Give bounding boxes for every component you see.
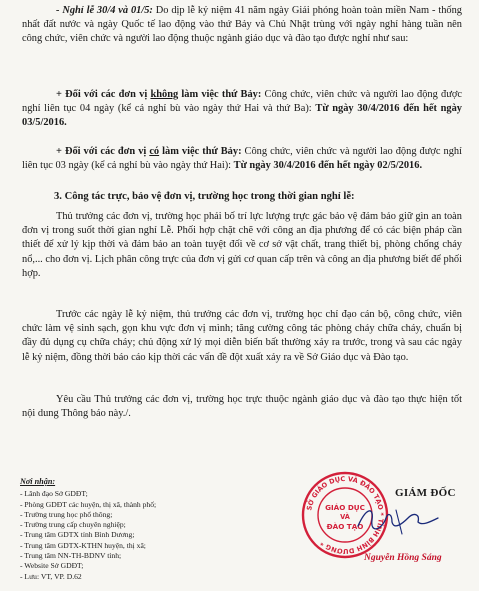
holiday-label: - Nghỉ lễ 30/4 và 01/5: xyxy=(56,5,153,16)
paragraph-before-holiday: Trước các ngày lễ kỷ niệm, thủ trưởng các đơn vị, trường học chỉ đạo cán bộ, công chức, viên chức làm vệ sinh sạch, gọn khu vực đơn vị mình; tăng cường công tác phòng cháy chữa cháy, chuẩn bị đầy đủ dụng cụ chữa cháy; chủ động xử lý mọi diễn biến bất thường xảy ra trước, trong và sau các ngày lễ kỷ niệm, đồng thời báo cáo kịp thời các vấn đề đột xuất xảy ra về Sở Giáo dục và Đào tạo. xyxy=(22,309,462,363)
paragraph-saturday xyxy=(22,145,462,173)
recipient-item: - Lãnh đạo Sở GDĐT; xyxy=(20,489,88,499)
saturday-keyword: có xyxy=(149,146,160,157)
no-saturday-dates: Từ ngày 30/4/2016 đến hết ngày 03/5/2016. xyxy=(22,103,462,129)
stamp-inner-line1: GIÁO DỤC xyxy=(325,503,365,512)
holiday-intro-text: Do dịp lễ kỷ niệm 41 năm ngày Giải phóng hoàn toàn miền Nam - thống nhất đất nước và ngày Quốc tế lao động vào thứ Bảy và Chủ Nhật trùng với ngày nghỉ hàng tuần nên công chức, viên chức và người lao động thuộc ngành giáo dục và đào tạo được nghỉ như sau: xyxy=(22,5,462,45)
saturday-lead: + Đối với các đơn vị xyxy=(56,146,150,157)
paragraph-request: Yêu cầu Thủ trưởng các đơn vị, trường học trực thuộc ngành giáo dục và đào tạo thực hiện tốt nội dung Thông báo này./. xyxy=(22,394,462,420)
no-saturday-keyword: không xyxy=(150,89,179,100)
handwritten-signature xyxy=(352,500,442,540)
recipient-item: - Phòng GDĐT các huyện, thị xã, thành phố; xyxy=(20,499,157,509)
signer-name: Nguyễn Hồng Sáng xyxy=(364,553,442,563)
paragraph-holiday-intro xyxy=(22,4,462,47)
saturday-lead-end: làm việc thứ Bảy: xyxy=(159,146,242,157)
recipient-item: - Trung tâm GDTX-KTHN huyện, thị xã; xyxy=(20,540,146,550)
no-saturday-lead-end: làm việc thứ Bảy: xyxy=(178,89,262,100)
recipients-block xyxy=(20,477,240,582)
no-saturday-lead: + Đối với các đơn vị xyxy=(56,89,151,100)
recipient-item: - Trung tâm GDTX tỉnh Bình Dương; xyxy=(20,530,135,540)
stamp-ring-text: SỞ GIÁO DỤC VÀ ĐÀO TẠO * TỈNH BÌNH DƯƠNG * xyxy=(305,474,386,556)
paragraph-no-saturday xyxy=(22,88,462,131)
signer-title: GIÁM ĐỐC xyxy=(395,487,456,499)
paragraph-duty-guard: Thủ trưởng các đơn vị, trường học phải bố trí lực lượng trực gác bảo vệ đảm bảo giữ gìn an toàn đơn vị trong suốt thời gian nghỉ Lễ. Phối hợp chặt chẽ với công an địa phương để có các biện pháp cần thiết để xử lý kịp thời và đảm bảo an toàn tuyệt đối về cơ sở vật chất, trang thiết bị, phòng chống cháy nổ,... cho đơn vị. Lịch phân công trực của đơn vị gửi cơ quan cấp trên và công an địa phương biết để phối hợp. xyxy=(22,211,462,279)
recipient-item: - Website Sở GDĐT; xyxy=(20,561,84,571)
recipient-item: - Trường trung cấp chuyên nghiệp; xyxy=(20,520,126,530)
recipient-item: - Trường trung học phổ thông; xyxy=(20,509,113,519)
stamp-inner-line2: VÀ xyxy=(340,513,350,521)
no-saturday-text: Công chức, viên chức và người lao động được nghỉ liên tục 04 ngày (kể cả nghỉ bù vào ngày thứ Hai và thứ Ba): xyxy=(22,89,462,115)
recipients-list xyxy=(20,489,240,582)
saturday-text: Công chức, viên chức và người lao động được nghỉ liên tục 03 ngày (kể cả nghỉ bù vào ngày thứ Hai): xyxy=(22,146,462,172)
saturday-dates: Từ ngày 30/4/2016 đến hết ngày 02/5/2016. xyxy=(233,160,423,172)
recipient-item: - Trung tâm NN-TH-BDNV tỉnh; xyxy=(20,551,122,561)
recipient-item: - Lưu: VT, VP. D.62 xyxy=(20,571,82,581)
recipients-title: Nơi nhận: xyxy=(20,477,56,486)
section-3-heading: 3. Công tác trực, bảo vệ đơn vị, trường học trong thời gian nghỉ lễ: xyxy=(54,191,355,202)
stamp-inner-line3: ĐÀO TẠO xyxy=(326,522,364,531)
